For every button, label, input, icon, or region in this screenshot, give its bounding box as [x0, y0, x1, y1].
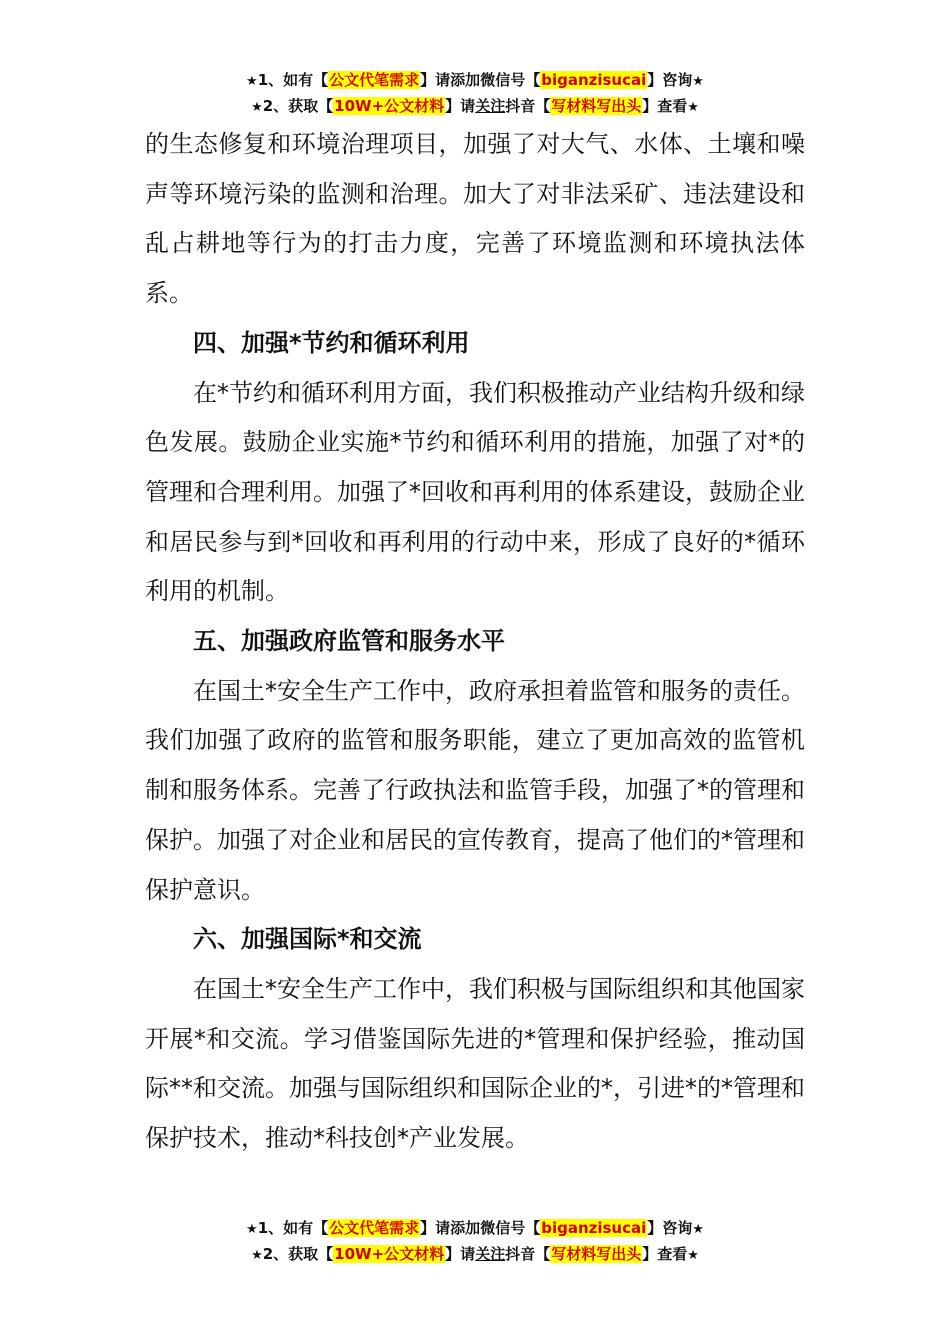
star-icon: ★ — [692, 74, 704, 89]
banner-line-1 — [0, 1216, 950, 1242]
banner-text: 】咨询 — [647, 71, 693, 89]
banner-highlight: 公文代笔需求 — [329, 1219, 420, 1237]
star-icon: ★ — [251, 1248, 263, 1263]
banner-text: 微信号【 — [480, 1219, 541, 1237]
banner-emphasis: 关注 — [475, 1245, 506, 1263]
footer-banner — [0, 1216, 950, 1268]
banner-line-2 — [0, 1242, 950, 1268]
section-heading-5: 五、加强政府监管和服务水平 — [193, 627, 505, 656]
section-heading-6: 六、加强国际*和交流 — [193, 925, 422, 954]
banner-highlight: 10W+公文材料 — [334, 1245, 445, 1263]
paragraph-section-5: 在国土*安全生产工作中，政府承担着监管和服务的责任。我们加强了政府的监管和服务职能，建立了更加高效的监管机制和服务体系。完善了行政执法和监管手段，加强了*的管理和保护。加强了对企业和居民的宣传教育，提高了他们的*管理和保护意识。 — [145, 676, 805, 904]
banner-text: 1、如有【 — [257, 71, 329, 89]
banner-text: 微信号【 — [480, 71, 541, 89]
banner-text: 】请 — [445, 97, 476, 115]
banner-text: 抖音【 — [505, 97, 551, 115]
banner-text: 2、获取【 — [262, 97, 334, 115]
banner-text: 】咨询 — [647, 1219, 693, 1237]
star-icon: ★ — [687, 1248, 699, 1263]
paragraph-continued: 的生态修复和环境治理项目，加强了对大气、水体、土壤和噪声等环境污染的监测和治理。加大了对非法采矿、违法建设和乱占耕地等行为的打击力度，完善了环境监测和环境执法体系。 — [145, 130, 805, 308]
banner-highlight: 10W+公文材料 — [334, 97, 445, 115]
banner-highlight: biganzisucai — [541, 1219, 647, 1237]
star-icon: ★ — [687, 100, 699, 115]
document-body — [145, 120, 805, 1164]
banner-line-2 — [0, 94, 950, 120]
header-banner — [0, 68, 950, 120]
banner-highlight: biganzisucai — [541, 71, 647, 89]
paragraph-section-4: 在*节约和循环利用方面，我们积极推动产业结构升级和绿色发展。鼓励企业实施*节约和循环利用的措施，加强了对*的管理和合理利用。加强了*回收和再利用的体系建设，鼓励企业和居民参与到*回收和再利用的行动中来，形成了良好的*循环利用的机制。 — [145, 378, 805, 606]
banner-text: 】查看 — [642, 97, 688, 115]
banner-text: 】请 — [420, 1219, 451, 1237]
banner-line-1 — [0, 68, 950, 94]
star-icon: ★ — [251, 100, 263, 115]
banner-text: 2、获取【 — [262, 1245, 334, 1263]
paragraph-section-6: 在国土*安全生产工作中，我们积极与国际组织和其他国家开展*和交流。学习借鉴国际先进的*管理和保护经验，推动国际**和交流。加强与国际组织和国际企业的*，引进*的*管理和保护技术，推动*科技创*产业发展。 — [145, 974, 805, 1153]
section-heading-4: 四、加强*节约和循环利用 — [193, 328, 470, 357]
banner-text: 1、如有【 — [257, 1219, 329, 1237]
banner-text: 】请 — [420, 71, 451, 89]
star-icon: ★ — [692, 1222, 704, 1237]
banner-text: 】查看 — [642, 1245, 688, 1263]
banner-emphasis: 添加 — [450, 1219, 481, 1237]
banner-text: 】请 — [445, 1245, 476, 1263]
banner-highlight: 公文代笔需求 — [329, 71, 420, 89]
banner-emphasis: 关注 — [475, 97, 506, 115]
star-icon: ★ — [246, 1222, 258, 1237]
star-icon: ★ — [246, 74, 258, 89]
banner-highlight: 写材料写出头 — [551, 97, 642, 115]
banner-text: 抖音【 — [505, 1245, 551, 1263]
banner-emphasis: 添加 — [450, 71, 481, 89]
banner-highlight: 写材料写出头 — [551, 1245, 642, 1263]
